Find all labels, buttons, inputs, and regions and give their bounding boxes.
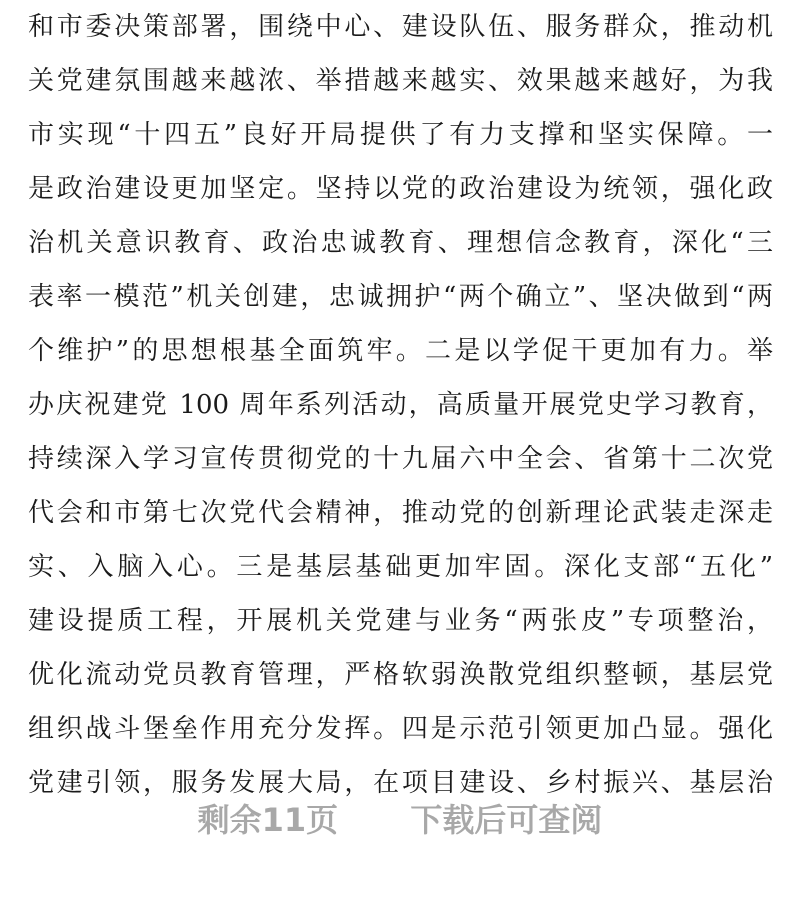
document-line: 关党建氛围越来越浓、举措越来越实、效果越来越好，为我 [28,66,773,96]
download-hint-link[interactable]: 下载后可查阅 [410,801,603,839]
document-line: 是政治建设更加坚定。坚持以党的政治建设为统领，强化政 [28,174,773,204]
download-prompt-bar[interactable] [0,790,800,850]
document-line: 治机关意识教育、政治忠诚教育、理想信念教育，深化“三 [28,228,773,258]
document-line: 个维护”的思想根基全面筑牢。二是以学促干更加有力。举 [28,336,773,366]
document-line: 优化流动党员教育管理，严格软弱涣散党组织整顿，基层党 [28,660,773,690]
document-line: 持续深入学习宣传贯彻党的十九届六中全会、省第十二次党 [28,444,773,474]
document-line: 和市委决策部署，围绕中心、建设队伍、服务群众，推动机 [28,12,773,42]
document-line: 代会和市第七次党代会精神，推动党的创新理论武装走深走 [28,498,773,528]
document-body [28,0,773,810]
document-line: 市实现“十四五”良好开局提供了有力支撑和坚实保障。一 [28,120,773,150]
document-line: 实、入脑入心。三是基层基础更加牢固。深化支部“五化” [28,552,773,582]
document-line: 组织战斗堡垒作用充分发挥。四是示范引领更加凸显。强化 [28,714,773,744]
remaining-pages-label: 剩余11页 [197,801,339,839]
document-line: 表率一模范”机关创建，忠诚拥护“两个确立”、坚决做到“两 [28,282,773,312]
document-line: 办庆祝建党 100 周年系列活动，高质量开展党史学习教育， [28,390,773,420]
document-line: 党建引领，服务发展大局，在项目建设、乡村振兴、基层治 [28,768,773,798]
document-line: 建设提质工程，开展机关党建与业务“两张皮”专项整治， [28,606,773,636]
